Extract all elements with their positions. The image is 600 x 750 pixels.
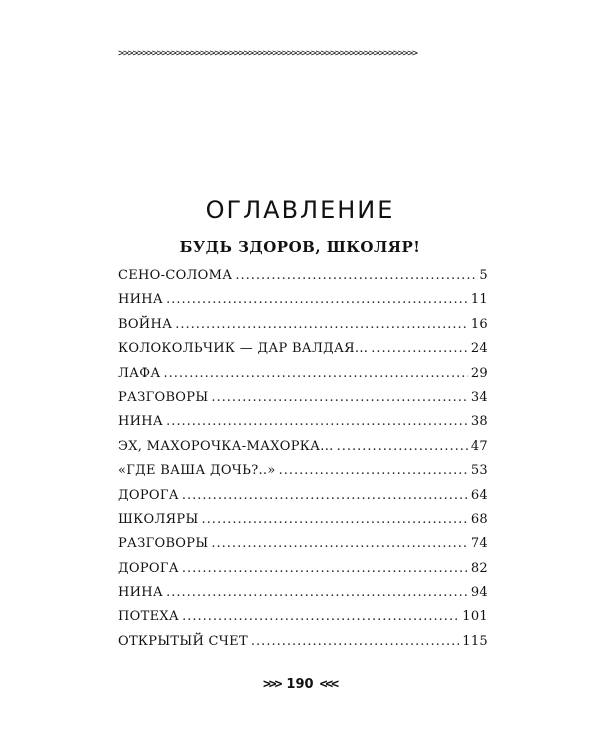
toc-entry-page: 5 [479,268,488,283]
toc-entry-page: 64 [470,487,488,503]
toc-entry-title: «ГДЕ ВАША ДОЧЬ?..» [118,463,276,479]
toc-entry-page: 115 [462,633,488,649]
toc-entry[interactable] [118,414,488,438]
chevron-right-ornament-icon: >>> [262,677,281,692]
toc-entry-page: 82 [470,560,488,576]
toc-entry-title: ОТКРЫТЫЙ СЧЕТ [118,633,248,649]
toc-entry-title: ВОЙНА [118,316,173,332]
leader-dots [182,609,459,624]
toc-entry-page: 101 [462,609,488,625]
table-of-contents [118,268,488,658]
leader-dots [251,634,459,649]
toc-entry[interactable] [118,341,488,365]
toc-entry[interactable] [118,512,488,536]
top-decorative-border: >>>>>>>>>>>>>>>>>>>>>>>>>>>>>>>>>>>>>>>>>>>>>>>>>>>>>>>>>>>>>> [118,48,417,59]
toc-entry[interactable] [118,268,488,292]
toc-entry[interactable] [118,366,488,390]
toc-entry-title: РАЗГОВОРЫ [118,536,209,552]
toc-entry-page: 38 [470,414,488,430]
toc-entry-page: 29 [470,365,488,381]
leader-dots [175,317,468,332]
toc-entry-title: ПОТЕХА [118,609,180,625]
toc-entry[interactable] [118,634,488,658]
chevron-left-ornament-icon: <<< [319,677,338,692]
leader-dots [202,512,468,527]
toc-entry-page: 94 [470,585,488,601]
toc-entry-title: РАЗГОВОРЫ [118,389,209,405]
leader-dots [211,536,467,551]
leader-dots [182,488,468,503]
toc-entry[interactable] [118,536,488,560]
toc-entry-title: ДОРОГА [118,487,179,503]
leader-dots [166,292,468,307]
leader-dots [166,585,468,600]
toc-entry[interactable] [118,585,488,609]
page-title: ОГЛАВЛЕНИЕ [205,196,395,224]
toc-entry-page: 16 [470,316,488,332]
leader-dots [211,390,467,405]
leader-dots [371,341,468,356]
toc-entry[interactable] [118,609,488,633]
toc-entry-page: 34 [470,389,488,405]
toc-entry-title: КОЛОКОЛЬЧИК — ДАР ВАЛДАЯ... [118,341,369,357]
toc-entry-page: 11 [470,292,488,308]
toc-entry[interactable] [118,390,488,414]
toc-entry-title: ШКОЛЯРЫ [118,511,199,527]
toc-entry-title: ЭХ, МАХОРОЧКА-МАХОРКА... [118,438,334,454]
leader-dots [337,439,468,454]
toc-entry[interactable] [118,463,488,487]
leader-dots [235,268,476,283]
toc-entry-page: 74 [470,536,488,552]
page-footer [0,677,600,692]
toc-entry-title: СЕНО-СОЛОМА [118,268,233,283]
toc-entry-title: НИНА [118,414,164,430]
toc-entry-title: НИНА [118,292,164,308]
toc-entry-page: 24 [470,341,488,357]
toc-entry[interactable] [118,292,488,316]
toc-entry-title: ДОРОГА [118,560,179,576]
toc-entry[interactable] [118,317,488,341]
leader-dots [166,414,468,429]
toc-entry-title: НИНА [118,585,164,601]
leader-dots [279,463,468,478]
page-number: 190 [286,677,314,692]
toc-entry[interactable] [118,488,488,512]
leader-dots [182,561,468,576]
leader-dots [164,366,468,381]
toc-entry-page: 53 [470,463,488,479]
toc-entry-page: 47 [470,438,488,454]
toc-entry[interactable] [118,561,488,585]
toc-entry[interactable] [118,439,488,463]
section-title: БУДЬ ЗДОРОВ, ШКОЛЯР! [179,238,421,256]
toc-entry-page: 68 [470,511,488,527]
toc-entry-title: ЛАФА [118,365,161,381]
